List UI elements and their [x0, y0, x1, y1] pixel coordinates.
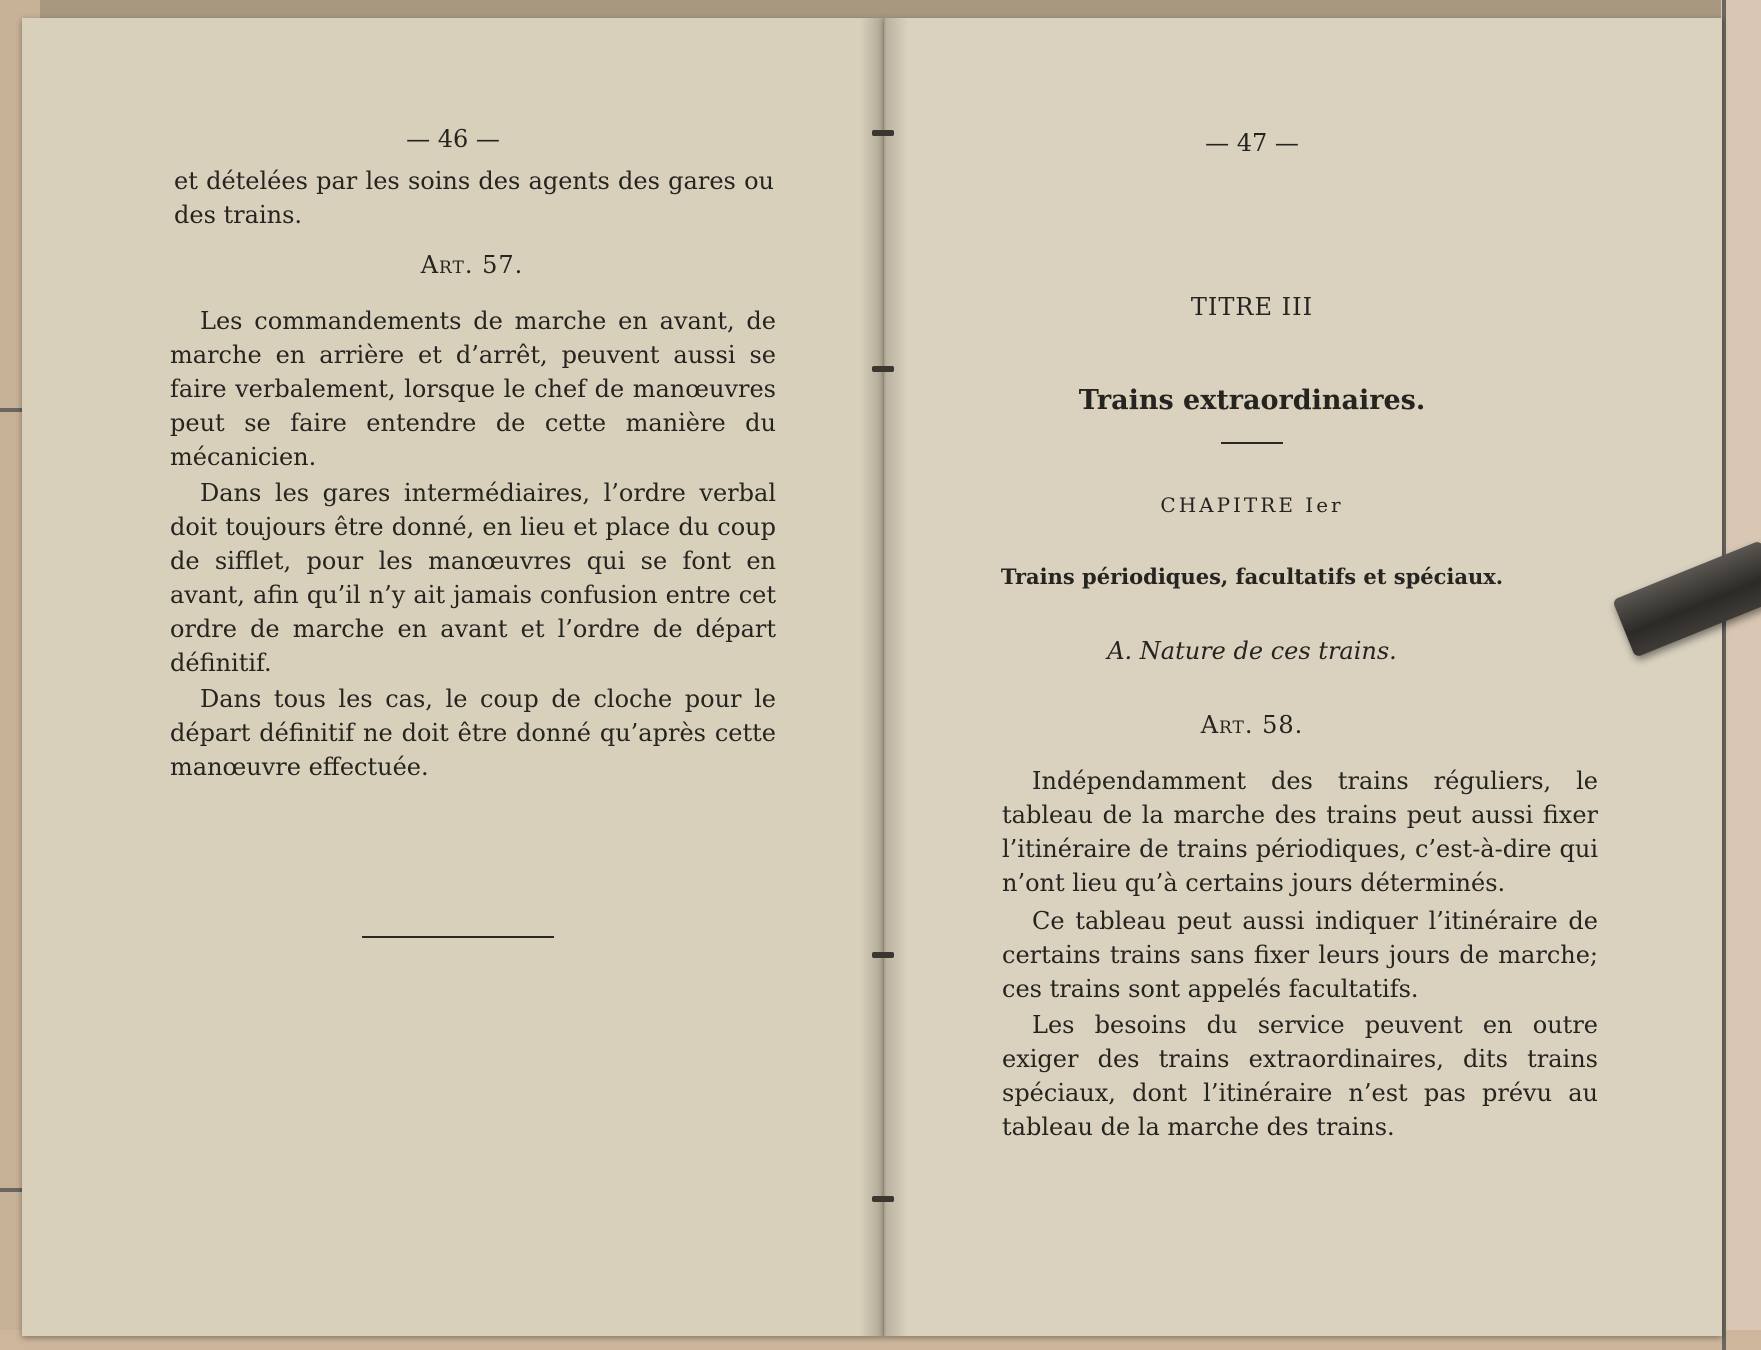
- paragraph: [1002, 764, 1598, 900]
- book-gutter: [860, 18, 908, 1336]
- binding-stitch: [872, 952, 894, 958]
- titre-heading: TITRE III: [1190, 293, 1314, 321]
- paragraph: [170, 682, 776, 784]
- article-heading: Art. 57.: [420, 251, 524, 279]
- tile-grout: [1722, 0, 1726, 1350]
- paragraph: [1002, 904, 1598, 1006]
- titre-subject: Trains extraordinaires.: [1078, 385, 1426, 416]
- paragraph-text: Dans les gares intermédiaires, l’ordre verbal doit toujours être donné, en lieu et place du coup de sifflet, pour les manœuvres qui se font en avant, afin qu’il n’y ait jamais confusion entre cet ordre de marche en avant et l’ordre de départ définitif.: [170, 479, 776, 677]
- background-right: [1721, 0, 1761, 1350]
- end-rule: [362, 936, 554, 938]
- binding-stitch: [872, 1196, 894, 1202]
- page-number: — 47 —: [1205, 129, 1299, 157]
- paragraph: [170, 476, 776, 680]
- article-heading: Art. 58.: [1200, 711, 1304, 739]
- paragraph-text: Indépendamment des trains réguliers, le tableau de la marche des trains peut aussi fixer l’itinéraire de trains périodiques, c’est-à-dire qui n’ont lieu qu’à certains jours déterminés.: [1002, 767, 1598, 897]
- paragraph: [1002, 1008, 1598, 1144]
- continuation-text: et dételées par les soins des agents des gares ou des trains.: [174, 167, 774, 229]
- chapitre-subject: Trains périodiques, facultatifs et spéciaux.: [1000, 564, 1504, 589]
- paragraph-text: Les commandements de marche en avant, de marche en arrière et d’arrêt, peuvent aussi se faire verbalement, lorsque le chef de manœuvres peut se faire entendre de cette manière du mécanicien.: [170, 307, 776, 471]
- section-heading: A. Nature de ces trains.: [1107, 637, 1397, 665]
- paragraph-text: Les besoins du service peuvent en outre exiger des trains extraordinaires, dits trains spéciaux, dont l’itinéraire n’est pas prévu au tableau de la marche des trains.: [1002, 1011, 1598, 1141]
- open-book: [22, 18, 1722, 1338]
- binding-stitch: [872, 366, 894, 372]
- title-rule: [1221, 442, 1283, 444]
- paragraph: [170, 304, 776, 474]
- binding-stitch: [872, 130, 894, 136]
- left-page: [22, 18, 884, 1336]
- paragraph-text: Dans tous les cas, le coup de cloche pour le départ définitif ne doit être donné qu’après cette manœuvre effectuée.: [170, 685, 776, 781]
- page-number: — 46 —: [406, 125, 500, 153]
- right-page: [884, 18, 1722, 1336]
- chapitre-heading: CHAPITRE Ier: [1160, 493, 1344, 517]
- paragraph-text: Ce tableau peut aussi indiquer l’itinéraire de certains trains sans fixer leurs jours de marche; ces trains sont appelés facultatifs.: [1002, 907, 1598, 1003]
